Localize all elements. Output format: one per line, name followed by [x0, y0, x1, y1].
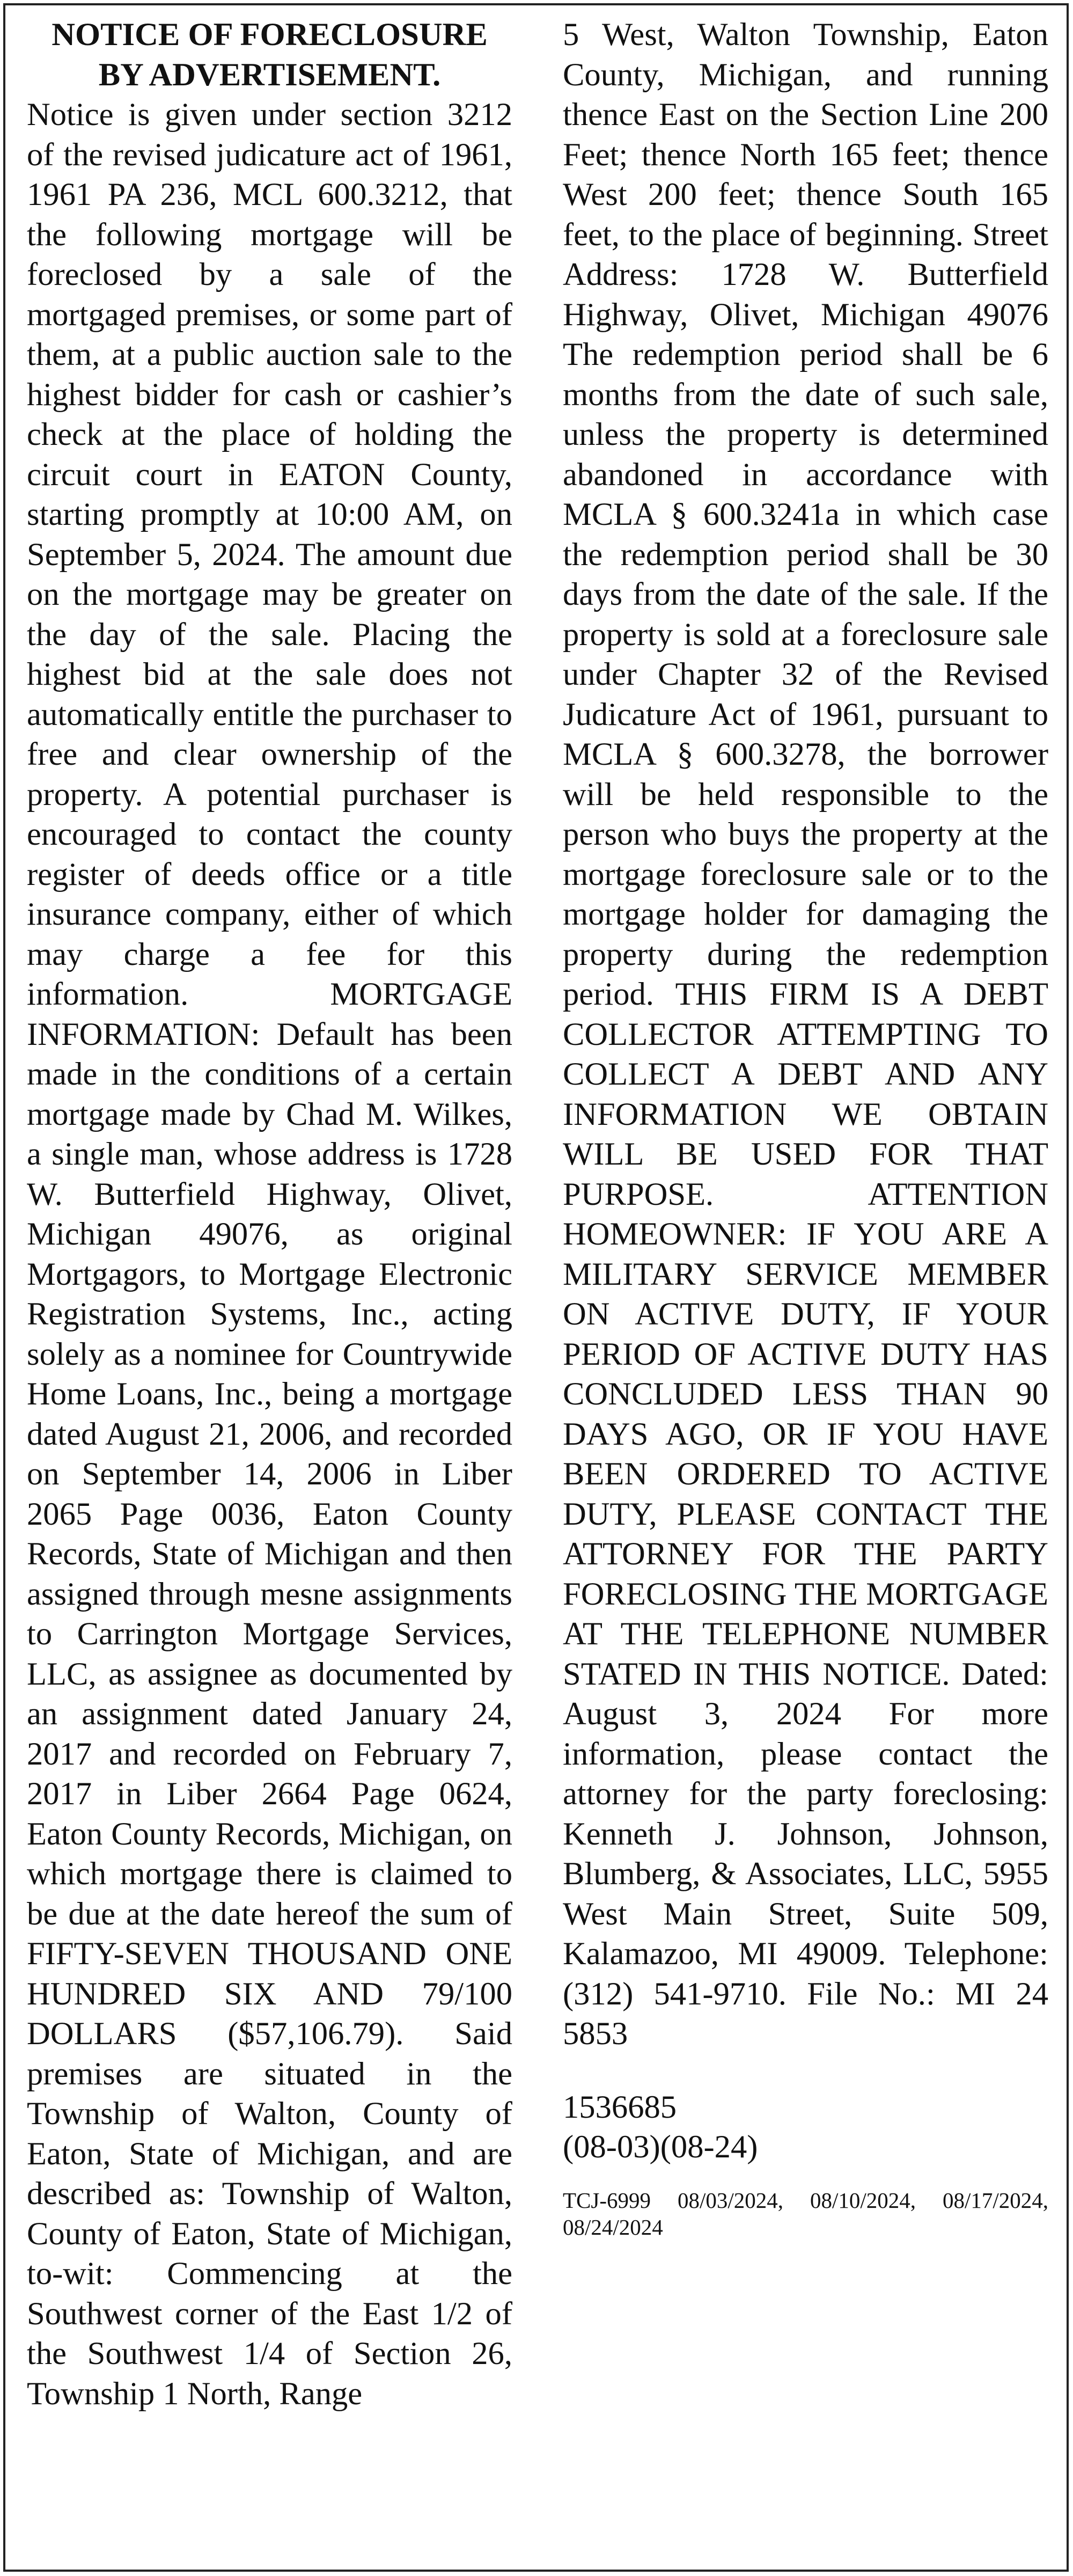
notice-body-part-1: Notice is given under section 3212 of the revised judicature act of 1961, 1961 PA 236, MCL 600.3212, that the following mortgage will be foreclosed by a sale of the mortgaged premises, or some part of them, at a public auction sale to the highest bidder for cash or cashier’s check at the place of holding the circuit court in EATON County, starting promptly at 10:00 AM, on September 5, 2024. The amount due on the mortgage may be greater on the day of the sale. Placing the highest bid at the sale does not automatically entitle the purchaser to free and clear ownership of the property. A potential purchaser is encouraged to contact the county register of deeds office or a title insurance company, either of which may charge a fee for this information. MORTGAGE INFORMATION: Default has been made in the conditions of a certain mortgage made by Chad M. Wilkes, a single man, whose address is 1728 W. Butterfield Highway, Olivet, Michigan 49076, as original Mortgagors, to Mortgage Electronic Registration Systems, Inc., acting solely as a nominee for Countrywide Home Loans, Inc., being a mortgage dated August 21, 2006, and recorded on September 14, 2006 in Liber 2065 Page 0036, Eaton County Records, State of Michigan and then assigned through mesne assignments to Carrington Mortgage Services, LLC, as assignee as documented by an assignment dated January 24, 2017 and recorded on February 7, 2017 in Liber 2664 Page 0624, Eaton County Records, Michigan, on which mortgage there is claimed to be due at the date hereof the sum of FIFTY-SEVEN THOUSAND ONE HUNDRED SIX AND 79/100 DOLLARS ($57,106.79). Said premises are situated in the Township of Walton, County of Eaton, State of Michigan, and are described as: Township of Walton, County of Eaton, State of Michigan, to-wit: Commencing at the Southwest corner of the East 1/2 of the Southwest 1/4 of Section 26, Township 1 North, Range [27, 97, 512, 2412]
publication-line: TCJ-6999 08/03/2024, 08/10/2024, 08/17/2024, 08/24/2024 [563, 2187, 1048, 2240]
notice-heading-line-2: BY ADVERTISEMENT. [98, 56, 441, 93]
notice-heading-line-1: NOTICE OF FORECLOSURE [52, 17, 488, 53]
notice-columns [27, 15, 1048, 2414]
run-dates-code: (08-03)(08-24) [563, 2129, 758, 2165]
right-column [563, 15, 1048, 2414]
left-column [27, 15, 512, 2414]
notice-body-part-2: 5 West, Walton Township, Eaton County, Michigan, and running thence East on the Section Line 200 Feet; thence North 165 feet; thence West 200 feet; thence South 165 feet, to the place of beginning. Street Address: 1728 W. Butterfield Highway, Olivet, Michigan 49076 The redemption period shall be 6 months from the date of such sale, unless the property is determined abandoned in accordance with MCLA § 600.3241a in which case the redemption period shall be 30 days from the date of the sale. If the property is sold at a foreclosure sale under Chapter 32 of the Revised Judicature Act of 1961, pursuant to MCLA § 600.3278, the borrower will be held responsible to the person who buys the property at the mortgage foreclosure sale or to the mortgage holder for damaging the property during the redemption period. THIS FIRM IS A DEBT COLLECTOR ATTEMPTING TO COLLECT A DEBT AND ANY INFORMATION WE OBTAIN WILL BE USED FOR THAT PURPOSE. ATTENTION HOMEOWNER: IF YOU ARE A MILITARY SERVICE MEMBER ON ACTIVE DUTY, IF YOUR PERIOD OF ACTIVE DUTY HAS CONCLUDED LESS THAN 90 DAYS AGO, OR IF YOU HAVE BEEN ORDERED TO ACTIVE DUTY, PLEASE CONTACT THE ATTORNEY FOR THE PARTY FORECLOSING THE MORTGAGE AT THE TELEPHONE NUMBER STATED IN THIS NOTICE. Dated: August 3, 2024 For more information, please contact the attorney for the party foreclosing: Kenneth J. Johnson, Johnson, Blumberg, & Associates, LLC, 5955 West Main Street, Suite 509, Kalamazoo, MI 49009. Telephone: (312) 541-9710. File No.: MI 24 5853 [563, 17, 1048, 2052]
ad-number: 1536685 [563, 2089, 677, 2125]
notice-heading [27, 15, 512, 95]
